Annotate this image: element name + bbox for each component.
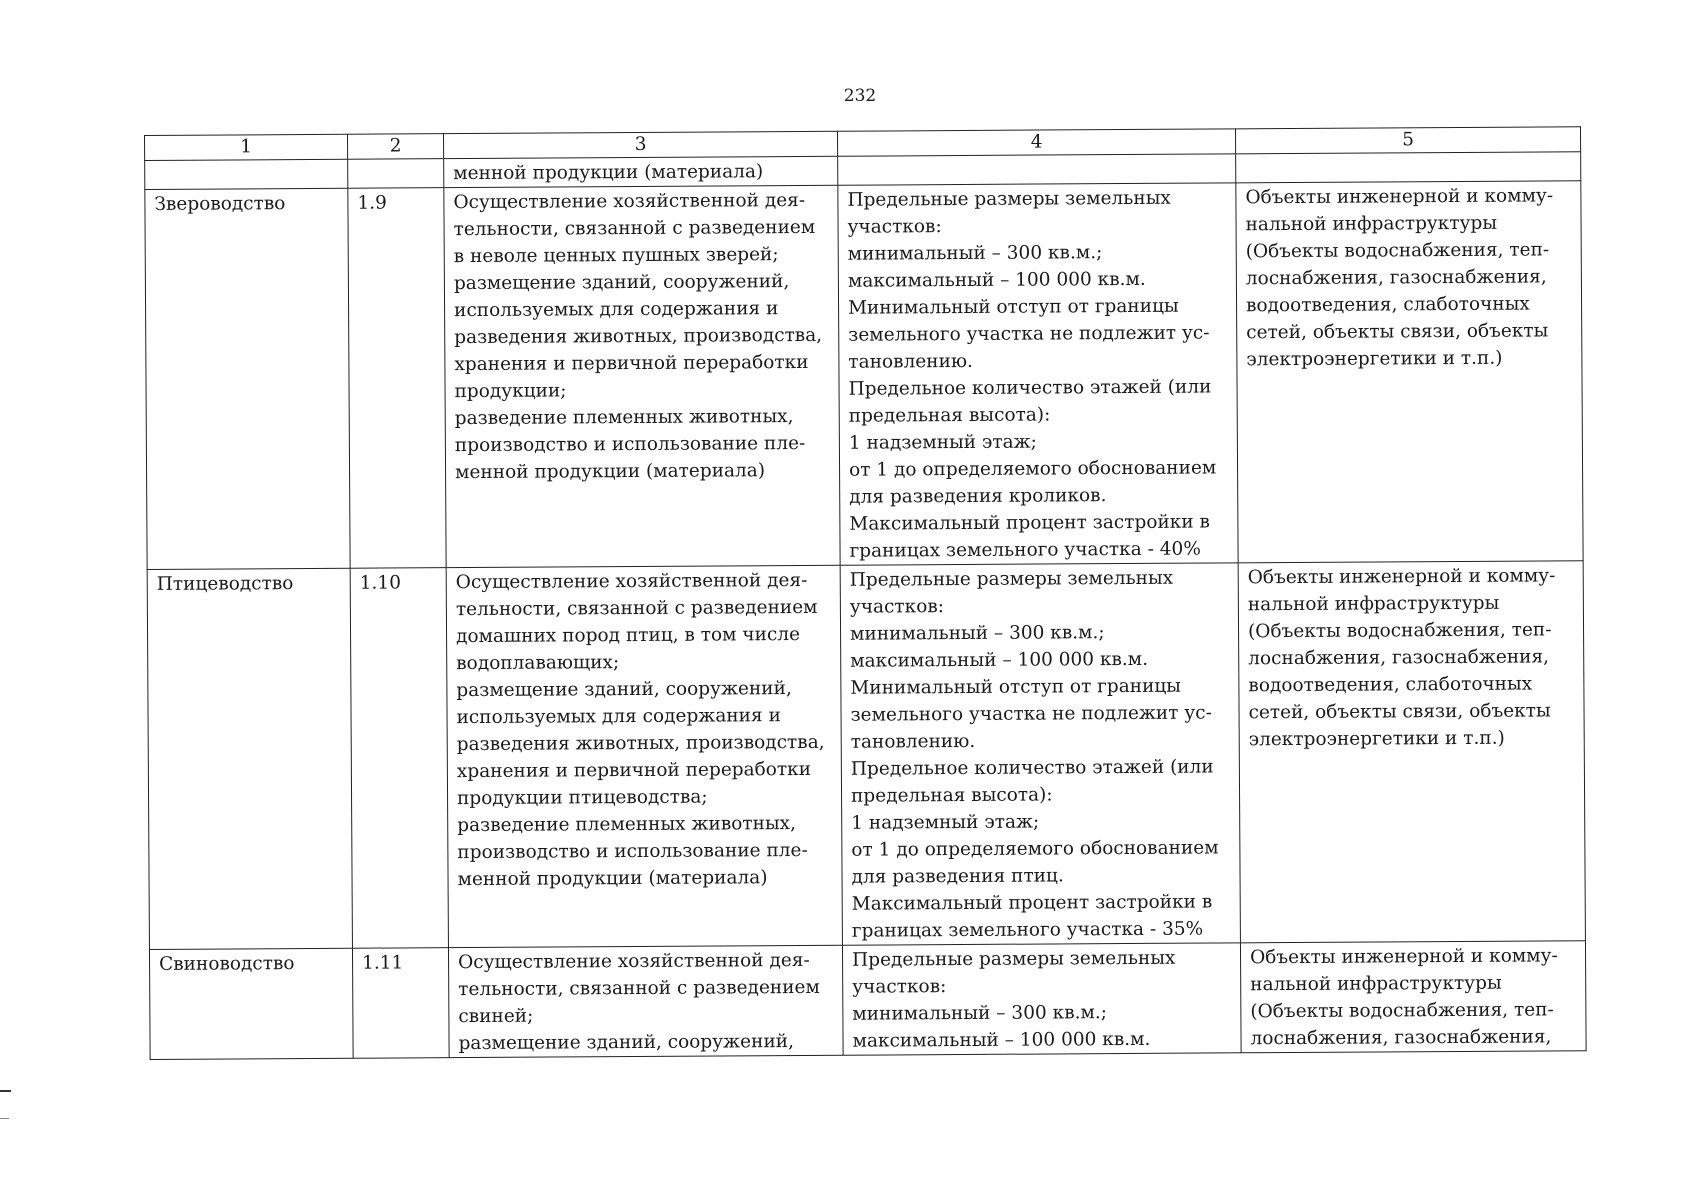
continuation-cell-5 bbox=[1236, 152, 1581, 183]
header-col-3: 3 bbox=[443, 131, 837, 158]
continuation-cell-3: менной продукции (материала) bbox=[444, 156, 838, 187]
land-use-code: 1.10 bbox=[350, 568, 448, 949]
land-use-description: Осуществление хозяйственной дея- тельности, связанной с разведением домашних пород птиц, в том числе водоплавающих; размещение зданий, сооружений, используемых для содержания и разведения животных, производства, хранения и первичной переработки продукции птицеводства; разведение племенных животных, производство и использование пле- менной продукции (материала) bbox=[446, 565, 842, 947]
table-row bbox=[149, 941, 1586, 1060]
land-use-parameters: Предельные размеры земельных участков: минимальный – 300 кв.м.; максимальный – 100 000 кв.м. Минимальный отступ от границы земельного участка не подлежит ус- тановлению. Предельное количество этажей (или предельная высота): 1 надземный этаж; от 1 до определяемого обоснованием для разведения кроликов. Максимальный процент застройки в границах земельного участка - 40% bbox=[838, 183, 1238, 565]
continuation-cell-4 bbox=[838, 154, 1236, 185]
land-use-name: Свиноводство bbox=[149, 948, 353, 1059]
land-use-name: Звероводство bbox=[145, 188, 350, 569]
land-use-parameters: Предельные размеры земельных участков: минимальный – 300 кв.м.; максимальный – 100 000 кв.м. Минимальный отступ от границы земельного участка не подлежит ус- тановлению. Предельное количество этажей (или предельная высота): 1 надземный этаж; от 1 до определяемого обоснованием для разведения птиц. Максимальный процент застройки в границах земельного участка - 35% bbox=[840, 563, 1240, 945]
scan-edge-mark bbox=[0, 1118, 9, 1119]
continuation-cell-1 bbox=[145, 159, 348, 189]
land-use-objects: Объекты инженерной и комму- нальной инфраструктуры (Объекты водоснабжения, теп- лоснабжения, газоснабжения, bbox=[1240, 941, 1586, 1053]
header-col-1: 1 bbox=[145, 134, 348, 160]
land-use-table bbox=[144, 126, 1587, 1060]
header-col-2: 2 bbox=[347, 134, 443, 160]
land-use-code: 1.9 bbox=[348, 188, 446, 569]
land-use-code: 1.11 bbox=[352, 948, 449, 1059]
land-use-description: Осуществление хозяйственной дея- тельности, связанной с разведением в неволе ценных пушных зверей; размещение зданий, сооружений, используемых для содержания и разведения животных, производства, хранения и первичной переработки продукции; разведение племенных животных, производство и использование пле- менной продукции (материала) bbox=[444, 185, 840, 567]
land-use-objects: Объекты инженерной и комму- нальной инфраструктуры (Объекты водоснабжения, теп- лоснабжения, газоснабжения, водоотведения, слаботочных сетей, объекты связи, объекты электроэнергетики и т.п.) bbox=[1236, 181, 1583, 563]
table-row bbox=[145, 181, 1583, 570]
land-use-parameters: Предельные размеры земельных участков: минимальный – 300 кв.м.; максимальный – 100 000 кв.м. bbox=[842, 943, 1241, 1055]
header-col-5: 5 bbox=[1235, 127, 1580, 154]
land-use-description: Осуществление хозяйственной дея- тельности, связанной с разведением свиней; размещение зданий, сооружений, bbox=[448, 945, 843, 1057]
header-col-4: 4 bbox=[837, 129, 1235, 156]
scan-edge-mark bbox=[0, 1090, 11, 1092]
page-number: 232 bbox=[843, 86, 877, 106]
land-use-name: Птицеводство bbox=[147, 568, 352, 949]
land-use-objects: Объекты инженерной и комму- нальной инфраструктуры (Объекты водоснабжения, теп- лоснабжения, газоснабжения, водоотведения, слаботочных сетей, объекты связи, объекты электроэнергетики и т.п.) bbox=[1238, 561, 1585, 943]
continuation-cell-2 bbox=[348, 159, 444, 189]
table-row bbox=[147, 561, 1585, 950]
